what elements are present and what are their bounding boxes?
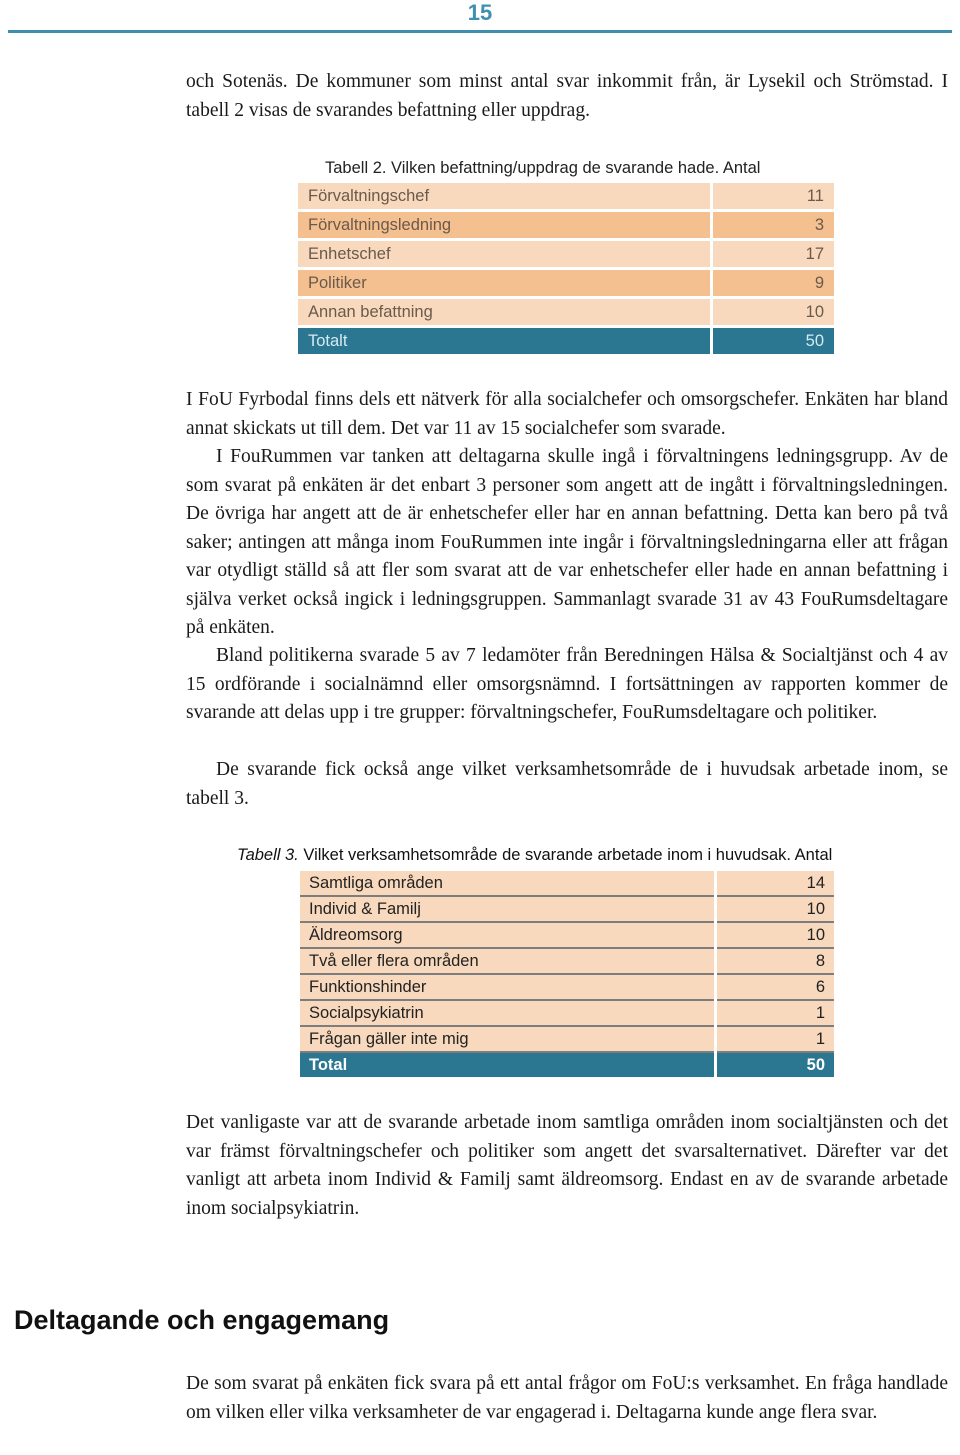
- row-label: Samtliga områden: [300, 870, 716, 896]
- row-value: 11: [710, 183, 834, 209]
- table-row: [300, 1000, 834, 1026]
- row-value: 3: [710, 212, 834, 238]
- row-label: Annan befattning: [298, 299, 710, 325]
- table-row: [298, 299, 834, 325]
- row-label: Förvaltningschef: [298, 183, 710, 209]
- row-value: 6: [716, 974, 835, 1000]
- row-label: Frågan gäller inte mig: [300, 1026, 716, 1052]
- paragraph-fourummen: I FouRummen var tanken att deltagarna skulle ingå i förvaltningens ledningsgrupp. Av de som svarat på enkäten är det enbart 3 personer som angett att de ingått i förvaltningsledningen. De övriga har angett att de är enhetschefer eller har en annan befattning. Detta kan bero på två saker; antingen att många inom FouRummen inte ingår i förvaltningsledningarna eller att frågan var otydligt ställd så att fler som svarat att de var enhetschefer eller hade en annan befattning i själva verket också ingick i ledningsgruppen. Sammanlagt svarade 31 av 43 FouRumsdeltagare på enkäten.: [186, 446, 948, 638]
- table-row: [300, 870, 834, 896]
- table-row: [298, 270, 834, 296]
- paragraph-intro: och Sotenäs. De kommuner som minst antal svar inkommit från, är Lysekil och Strömstad. I tabell 2 visas de svarandes befattning eller uppdrag.: [186, 71, 948, 121]
- table-row: [298, 241, 834, 267]
- row-value: 1: [716, 1026, 835, 1052]
- table-row: [300, 974, 834, 1000]
- table-total-row: [298, 328, 834, 354]
- paragraph-fou-network: I FoU Fyrbodal finns dels ett nätverk för alla socialchefer och omsorgschefer. Enkäten har bland annat skickats ut till dem. Det var 11 av 15 socialchefer som svarade.: [186, 389, 948, 439]
- table-row: [298, 212, 834, 238]
- table-3-caption: [237, 846, 832, 865]
- row-value: 14: [716, 870, 835, 896]
- row-value: 9: [710, 270, 834, 296]
- table-row: [300, 922, 834, 948]
- row-label: Socialpsykiatrin: [300, 1000, 716, 1026]
- section-heading: Deltagande och engagemang: [14, 1305, 390, 1335]
- row-label: Politiker: [298, 270, 710, 296]
- table-row: [300, 1026, 834, 1052]
- paragraph-activity-area: De svarande fick också ange vilket verksamhetsområde de i huvudsak arbetade inom, se tabell 3.: [186, 759, 948, 809]
- table-row: [298, 183, 834, 209]
- header-rule: [8, 30, 952, 33]
- table-row: [300, 948, 834, 974]
- table-3-caption-label: Tabell 3.: [237, 846, 299, 864]
- row-label: Äldreomsorg: [300, 922, 716, 948]
- row-label: Enhetschef: [298, 241, 710, 267]
- row-value: 17: [710, 241, 834, 267]
- total-label: Totalt: [298, 328, 710, 354]
- row-label: Funktionshinder: [300, 974, 716, 1000]
- row-value: 1: [716, 1000, 835, 1026]
- table-row: [300, 896, 834, 922]
- total-label: Total: [300, 1052, 716, 1077]
- paragraph-politicians: Bland politikerna svarade 5 av 7 ledamöter från Beredningen Hälsa & Socialtjänst och 4 av 15 ordförande i socialnämnd eller omsorgsnämnd. I fortsättningen av rapporten kommer de svarande att delas upp i tre grupper: förvaltningschefer, FouRumsdeltagare och politiker.: [186, 645, 948, 723]
- row-value: 10: [710, 299, 834, 325]
- total-value: 50: [716, 1052, 835, 1077]
- paragraph-summary: Det vanligaste var att de svarande arbetade inom samtliga områden inom socialtjänsten och det var främst förvaltningschefer och politiker som angett det svarsalternativet. Därefter var det vanligt att arbeta inom Individ & Familj samt äldreomsorg. Endast en av de svarande arbetade inom socialpsykiatrin.: [186, 1112, 948, 1219]
- table-total-row: [300, 1052, 834, 1077]
- row-value: 10: [716, 896, 835, 922]
- table-2: [298, 180, 834, 357]
- total-value: 50: [710, 328, 834, 354]
- page-number: 15: [467, 0, 493, 25]
- table-3-caption-text: Vilket verksamhetsområde de svarande arbetade inom i huvudsak. Antal: [303, 846, 833, 864]
- row-label: Individ & Familj: [300, 896, 716, 922]
- table-2-caption: Tabell 2. Vilken befattning/uppdrag de svarande hade. Antal: [325, 159, 761, 177]
- row-value: 10: [716, 922, 835, 948]
- row-value: 8: [716, 948, 835, 974]
- row-label: Förvaltningsledning: [298, 212, 710, 238]
- table-3: [300, 869, 834, 1077]
- paragraph-engagement: De som svarat på enkäten fick svara på ett antal frågor om FoU:s verksamhet. En fråga handlade om vilken eller vilka verksamheter de var engagerad i. Deltagarna kunde ange flera svar.: [186, 1373, 948, 1423]
- row-label: Två eller flera områden: [300, 948, 716, 974]
